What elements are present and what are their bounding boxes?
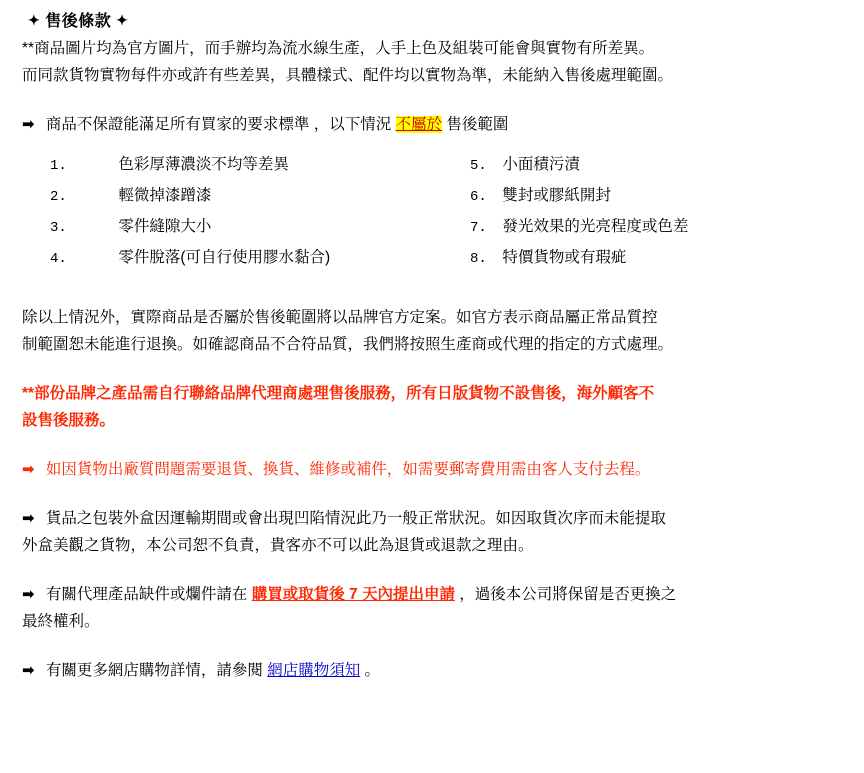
more-info-before: 有關更多網店購物詳情，請參閱 [45, 662, 263, 679]
note-packaging [22, 505, 850, 532]
policy-line-1: 除以上情況外，實際商品是否屬於售後範圍將以品牌官方定案。如官方表示商品屬正常品質控 [22, 309, 658, 326]
agent-note-line-2: 最終權利。 [22, 613, 100, 630]
intro-line-1: **商品圖片均為官方圖片，而手辦均為流水線生產，人手上色及組裝可能會與實物有所差異。 [22, 40, 655, 57]
agent-note-emphasis: 購買或取貨後 7 天內提出申請 [251, 586, 455, 603]
list-item-label: 雙封或膠紙開封 [502, 187, 611, 204]
list-item-label: 發光效果的光亮程度或色差 [502, 218, 689, 235]
arrow-right-icon: ➡ [22, 115, 35, 133]
list-item-number: 1. [50, 158, 67, 174]
list-item-number: 3. [50, 220, 67, 236]
intro-line-2: 而同款貨物實物每件亦或許有些差異，具體樣式、配件均以實物為準，未能納入售後處理範圍。 [22, 67, 674, 84]
policy-line-2: 制範圍恕未能進行退換。如確認商品不合符品質，我們將按照生產商或代理的指定的方式處理。 [22, 336, 674, 353]
list-item-label: 小面積污漬 [502, 156, 580, 173]
shopping-guide-link[interactable]: 網店購物須知 [267, 662, 361, 679]
note-more-info [22, 657, 850, 684]
page-title [28, 8, 850, 31]
scope-notice [22, 111, 850, 138]
scope-notice-after: 售後範圍 [446, 116, 509, 133]
list-item [470, 181, 850, 212]
list-item [50, 150, 436, 181]
list-item-number: 6. [470, 189, 487, 205]
diamond-icon-left: ✦ [28, 12, 41, 28]
agent-note-before: 有關代理產品缺件或爛件請在 [45, 586, 248, 603]
list-item-label: 輕微掉漆蹭漆 [118, 187, 212, 204]
list-item-label: 零件縫隙大小 [118, 218, 212, 235]
note-agent-missing-parts [22, 581, 850, 608]
scope-notice-before: 商品不保證能滿足所有買家的要求標準 ，以下情況 [45, 116, 392, 133]
status-badge-not-covered: 不屬於 [395, 116, 443, 133]
list-item-label: 零件脫落(可自行使用膠水黏合) [118, 249, 331, 266]
list-item-label: 色彩厚薄濃淡不均等差異 [118, 156, 289, 173]
note-shipping-cost-text: 如因貨物出廠質問題需要退貨、換貨、維修或補件，如需要郵寄費用需由客人支付去程。 [45, 461, 651, 478]
arrow-right-icon: ➡ [22, 460, 35, 478]
diamond-icon-right: ✦ [116, 12, 129, 28]
list-item [470, 243, 850, 274]
exclusion-list-right [436, 150, 850, 274]
list-item-number: 5. [470, 158, 487, 174]
arrow-right-icon: ➡ [22, 509, 35, 527]
list-item-number: 8. [470, 251, 487, 267]
list-item [50, 212, 436, 243]
list-item [50, 243, 436, 274]
list-item [470, 212, 850, 243]
list-item [50, 181, 436, 212]
list-item [470, 150, 850, 181]
exclusion-lists [22, 150, 850, 274]
red-notice-line-2: 設售後服務。 [22, 412, 116, 429]
exclusion-list-left [22, 150, 436, 274]
note-packaging-line-1: 貨品之包裝外盒因運輸期間或會出現凹陷情況此乃一般正常狀況。如因取貨次序而未能提取 [45, 510, 666, 527]
arrow-right-icon: ➡ [22, 585, 35, 603]
red-notice-line-1: **部份品牌之產品需自行聯絡品牌代理商處理售後服務，所有日版貨物不設售後，海外顧客不 [22, 385, 655, 402]
list-item-number: 2. [50, 189, 67, 205]
list-item-label: 特價貨物或有瑕疵 [502, 249, 627, 266]
note-shipping-cost [22, 456, 850, 483]
list-item-number: 7. [470, 220, 487, 236]
more-info-after: 。 [364, 662, 381, 679]
agent-note-after: ，過後本公司將保留是否更換之 [459, 586, 677, 603]
page-title-text: 售後條款 [45, 13, 112, 30]
arrow-right-icon: ➡ [22, 661, 35, 679]
note-packaging-line-2: 外盒美觀之貨物，本公司恕不負責，貴客亦不可以此為退貨或退款之理由。 [22, 537, 534, 554]
list-item-number: 4. [50, 251, 67, 267]
